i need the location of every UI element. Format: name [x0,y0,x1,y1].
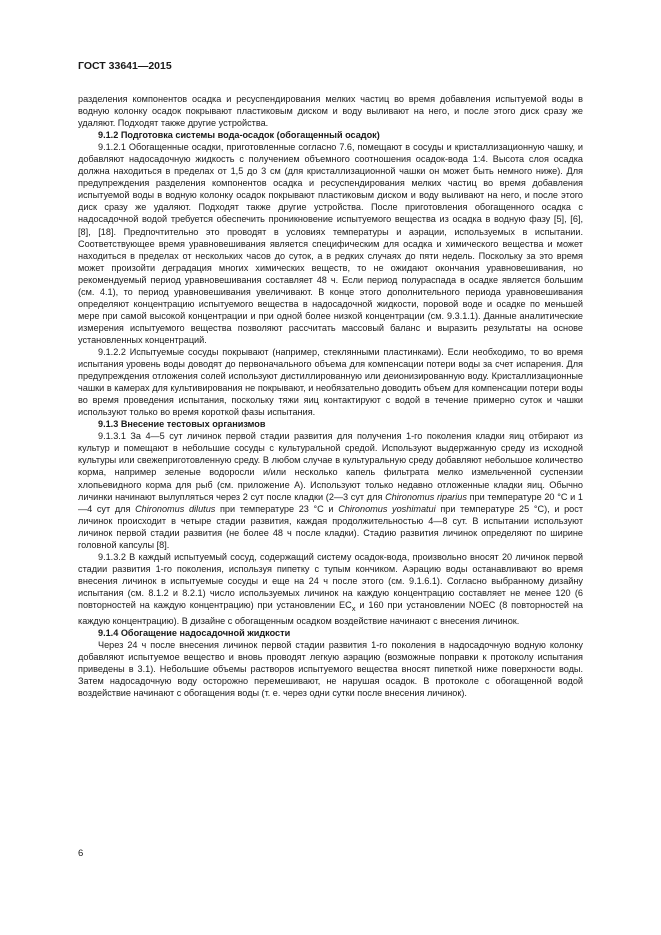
paragraph-9-1-2-1: 9.1.2.1 Обогащенные осадки, приготовленные согласно 7.6, помещают в сосуды и кристаллизационную чашку, и добавляют надосадочную жидкость с получением объемного соотношения осадок-вода 1:4. Высота слоя осадка должна находиться в пределах от 1,5 до 3 см (для кристаллизационной чашки он может быть немного ниже). Для предупреждения разделения компонентов осадка и ресуспендирования мелких частиц во время добавления испытуемой воды в водную колонку осадок покрывают пластиковым диском и воду выливают на него, и после этого диск сразу же удаляют. Подходят также другие устройства. После приготовления обогащенного осадка с надосадочной водой требуется обеспечить проникновение испытуемого вещества из осадка в водную фазу [5], [6], [8], [18]. Предпочтительно это проводят в условиях температуры и аэрации, используемых в испытании. Соответствующее время уравновешивания является специфическим для осадка и химического вещества и может находиться в пределах от нескольких часов до суток, а в редких случаях до пяти недель. Поскольку за это время может произойти деградация многих химических веществ, то не ожидают окончания уравновешивания, но рекомендуемый период уравновешивания составляет 48 ч. Если период полураспада в осадке является большим (см. 4.1), то период уравновешивания увеличивают. В конце этого дополнительного периода уравновешивания определяют концентрацию испытуемого вещества в надосадочной жидкости, поровой воде и осадке по меньшей мере при самой высокой концентрации и при одной более низкой концентрации (см. 9.3.1.1). Данные аналитические измерения испытуемого вещества позволяют рассчитать массовый баланс и выразить результаты на основе установленных концентраций. [78,142,583,345]
page-number: 6 [78,848,84,859]
document-body [78,93,583,699]
paragraph-9-1-2-2: 9.1.2.2 Испытуемые сосуды покрывают (например, стеклянными пластинками). Если необходимо, то во время испытания уровень воды доводят до первоначального объема для компенсации потери воды за счет испарения. Для предупреждения отложения солей используют дистиллированную или деионизированную воду. Кристаллизационные чашки в камерах для культивирования не покрывают, и необязательно доводить объем для компенсации потери воды во время проведения испытания, поскольку тяжи яиц контактируют с водой в течение примерно суток и чашки используют только во время короткой фазы испытания. [78,346,583,418]
paragraph-continuation: разделения компонентов осадка и ресуспендирования мелких частиц во время добавления испытуемой воды в водную колонку осадок покрывают пластиковым диском и воду выливают на него, и после этого диск сразу же удаляют. Подходят также другие устройства. [78,94,583,129]
species-name: Chironomus dilutus [135,503,216,514]
section-heading-9-1-4: 9.1.4 Обогащение надосадочной жидкости [98,627,291,638]
paragraph-9-1-3-2: 9.1.3.2 В каждый испытуемый сосуд, содержащий систему осадок-вода, произвольно вносят 20 личинок первой стадии развития 1-го поколения, используя пипетку с тупым кончиком. Аэрацию воды останавливают во время внесения личинок в испытуемые сосуды и еще на 24 ч после этого (см. 9.1.6.1). Согласно выбранному дизайну испытания (см. 8.1.2 и 8.2.1) число используемых личинок на каждую концентрацию составляет не менее 120 (6 повторностей на каждую концентрацию) при установлении $EC_x$ и 160 при установлении NOEC (8 повторностей на каждую концентрацию). В дизайне с обогащенным осадком воздействие начинают с внесения личинок. [78,551,583,626]
paragraph-9-1-4: Через 24 ч после внесения личинок первой стадии развития 1-го поколения в надосадочную водную колонку добавляют испытуемое вещество и вновь проводят легкую аэрацию (возможные поправки к протоколу испытания приведены в 3.1). Небольшие объемы растворов испытуемого вещества вносят пипеткой ниже поверхности воды. Затем надосадочную воду осторожно перемешивают, не нарушая осадок. В протоколе с обогащенной водой воздействие начинают с обогащения воды (т. е. через одни сутки после внесения личинок). [78,639,583,699]
document-header: ГОСТ 33641—2015 [78,60,172,72]
species-name: Chironomus riparius [385,491,467,502]
subscript: x [351,603,356,613]
section-heading-9-1-3: 9.1.3 Внесение тестовых организмов [98,419,266,430]
section-heading-9-1-2: 9.1.2 Подготовка системы вода-осадок (обогащенный осадок) [98,130,380,141]
paragraph-9-1-3-1: 9.1.3.1 За 4—5 сут личинок первой стадии развития для получения 1-го поколения кладки яиц отбирают из культур и помещают в небольшие сосуды с культуральной средой. Используют выдержанную среду из исходной культуры или свежеприготовленную среду. В любом случае в культуральную среду добавляют небольшое количество корма, например зеленые водоросли и/или несколько капель фильтрата мелко измельченной суспензии хлопьевидного корма для рыб (см. приложение А). Используют только недавно отложенные кладки яиц. Обычно личинки начинают вылупляться через 2 сут после кладки (2—3 сут для Chironomus riparius при температуре 20 °С и 1—4 сут для Chironomus dilutus при температуре 23 °С и Chironomus yoshimatui при температуре 25 °С), и рост личинок происходит в четыре стадии развития, каждая продолжительностью 4—8 сут. В испытании используют личинок первой стадии развития (не более 48 ч после кладки). Стадию развития личинок определяют по ширине головной капсулы [8]. [78,431,583,550]
species-name: Chironomus yoshimatui [338,503,436,514]
